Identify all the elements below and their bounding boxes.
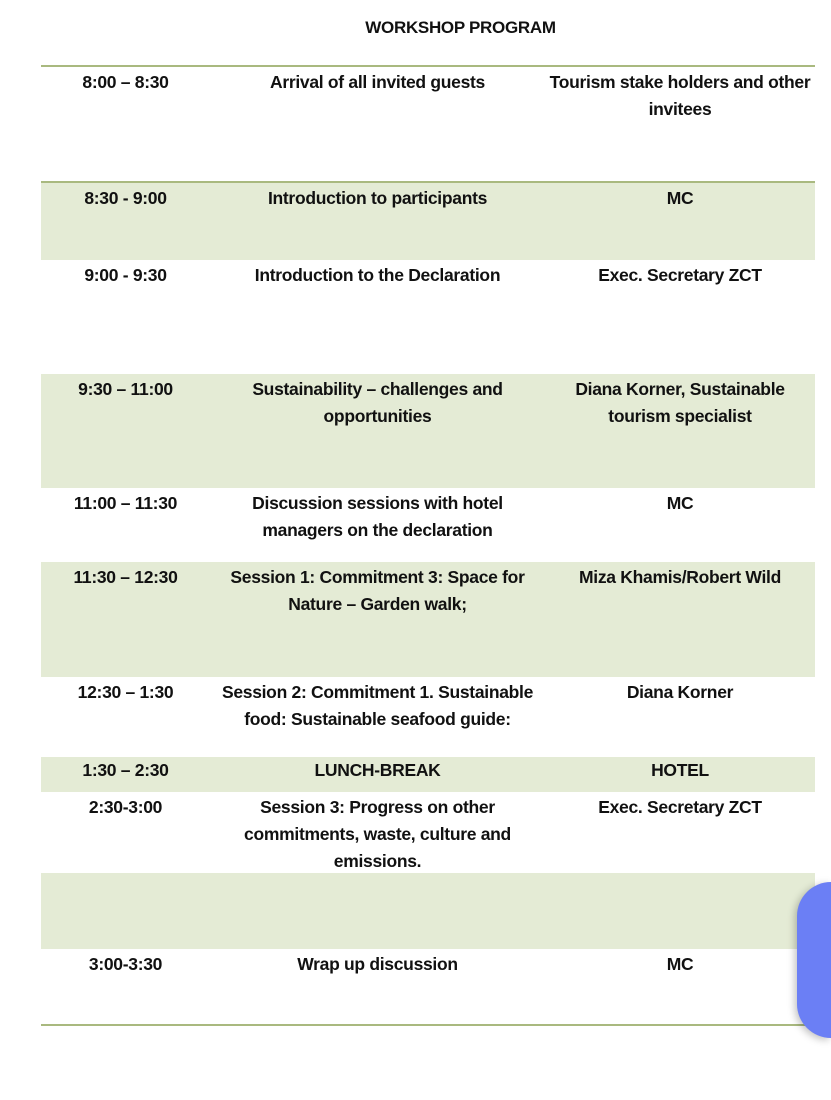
table-row [41, 183, 815, 260]
table-row [41, 488, 815, 562]
table-row [41, 374, 815, 488]
time-cell: 11:30 – 12:30 [73, 567, 178, 587]
time-cell: 1:30 – 2:30 [82, 760, 169, 780]
presenter-cell: Diana Korner, Sustainable tourism specialist [575, 379, 785, 426]
presenter-cell: Exec. Secretary ZCT [598, 265, 762, 285]
time-cell: 11:00 – 11:30 [73, 493, 178, 513]
activity-cell [210, 873, 545, 949]
table-row [41, 949, 815, 1024]
program-table [41, 65, 815, 1026]
time-cell: 8:30 - 9:00 [84, 188, 167, 208]
activity-cell: Session 1: Commitment 3: Space for Nature – Garden walk; [230, 567, 525, 614]
time-cell: 12:30 – 1:30 [77, 682, 174, 702]
presenter-cell: MC [666, 954, 694, 974]
table-row [41, 260, 815, 374]
activity-cell: Introduction to the Declaration [254, 265, 501, 285]
time-cell: 2:30-3:00 [88, 797, 163, 817]
time-cell: 9:00 - 9:30 [84, 265, 167, 285]
presenter-cell: Tourism stake holders and other invitees [549, 72, 811, 119]
activity-cell: Session 3: Progress on other commitments, waste, culture and emissions. [244, 797, 511, 871]
table-row [41, 67, 815, 183]
time-cell: 9:30 – 11:00 [78, 379, 173, 399]
floating-action-button[interactable] [797, 882, 831, 1038]
time-cell: 3:00-3:30 [88, 954, 163, 974]
table-row [41, 562, 815, 677]
activity-cell: Session 2: Commitment 1. Sustainable food: Sustainable seafood guide: [221, 682, 534, 729]
presenter-cell: Miza Khamis/Robert Wild [579, 567, 781, 587]
page-title: WORKSHOP PROGRAM [365, 18, 556, 37]
presenter-cell: MC [666, 188, 694, 208]
table-row [41, 757, 815, 792]
activity-cell: Discussion sessions with hotel managers on the declaration [252, 493, 503, 540]
time-cell: 8:00 – 8:30 [82, 72, 169, 92]
table-row [41, 873, 815, 949]
activity-cell: Arrival of all invited guests [270, 72, 485, 92]
time-cell [41, 873, 210, 949]
activity-cell: Sustainability – challenges and opportunities [252, 379, 503, 426]
presenter-cell: Exec. Secretary ZCT [598, 797, 762, 817]
presenter-cell: HOTEL [651, 760, 709, 780]
table-row [41, 677, 815, 757]
table-row [41, 792, 815, 873]
presenter-cell: Diana Korner [626, 682, 734, 702]
activity-cell: Introduction to participants [267, 188, 488, 208]
presenter-cell: MC [666, 493, 694, 513]
presenter-cell [545, 873, 815, 949]
activity-cell: LUNCH-BREAK [314, 760, 441, 780]
activity-cell: Wrap up discussion [297, 954, 458, 974]
